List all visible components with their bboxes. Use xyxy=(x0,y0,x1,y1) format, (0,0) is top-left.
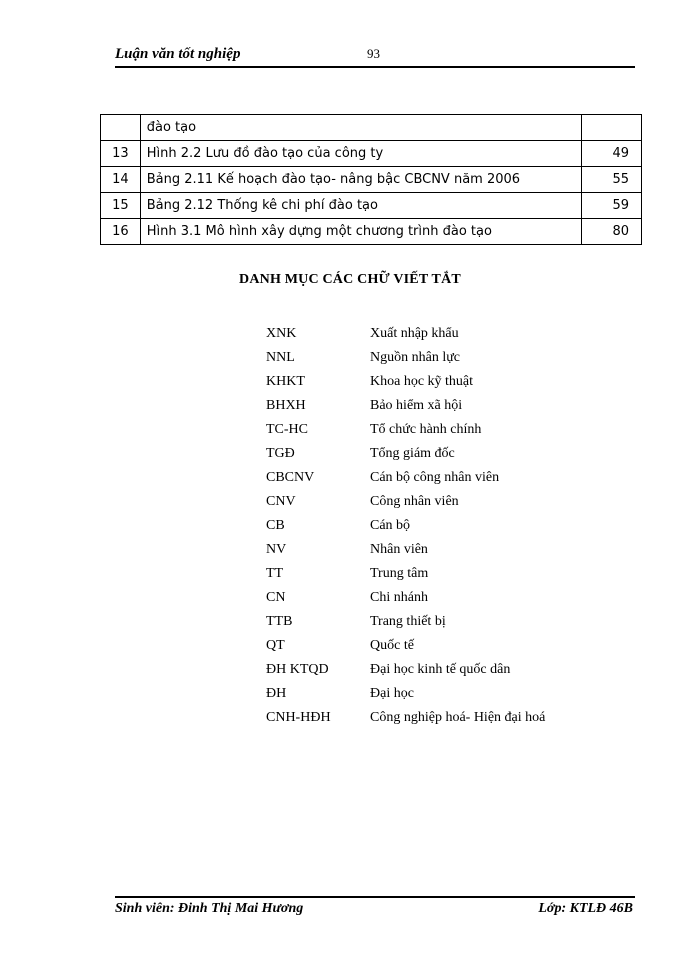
list-item xyxy=(266,394,626,418)
list-item xyxy=(266,322,626,346)
abbreviation-code: TTB xyxy=(266,614,293,629)
list-item xyxy=(266,418,626,442)
row-number xyxy=(101,115,141,141)
abbreviation-code: NNL xyxy=(266,350,295,365)
abbreviation-code: CBCNV xyxy=(266,470,315,485)
abbreviation-code: ĐH KTQD xyxy=(266,662,329,677)
abbreviation-meaning: Trang thiết bị xyxy=(370,614,446,629)
table-row xyxy=(101,141,642,167)
abbreviation-meaning: Khoa học kỹ thuật xyxy=(370,374,474,389)
row-page: 80 xyxy=(581,219,641,245)
abbreviation-meaning: Tổ chức hành chính xyxy=(370,422,482,437)
table-row xyxy=(101,167,642,193)
list-item xyxy=(266,586,626,610)
row-title: đào tạo xyxy=(140,115,581,141)
abbreviation-code: BHXH xyxy=(266,398,306,413)
abbreviation-meaning: Nhân viên xyxy=(370,542,428,557)
abbreviation-meaning: Cán bộ công nhân viên xyxy=(370,470,500,485)
list-item xyxy=(266,538,626,562)
row-title: Hình 2.2 Lưu đồ đào tạo của công ty xyxy=(140,141,581,167)
row-page xyxy=(581,115,641,141)
figure-list-table xyxy=(100,114,642,245)
row-page: 55 xyxy=(581,167,641,193)
list-item xyxy=(266,514,626,538)
abbreviation-meaning: Bảo hiểm xã hội xyxy=(370,398,463,413)
abbreviation-meaning: Đại học xyxy=(370,686,414,701)
table-row xyxy=(101,219,642,245)
abbreviation-meaning: Đại học kinh tế quốc dân xyxy=(370,662,511,677)
class-label: Lớp: KTLĐ 46B xyxy=(538,901,633,916)
abbreviations-heading: DANH MỤC CÁC CHỮ VIẾT TẮT xyxy=(239,272,461,287)
abbreviation-code: CNV xyxy=(266,494,296,509)
row-number: 16 xyxy=(101,219,141,245)
abbreviation-meaning: Xuất nhập khẩu xyxy=(370,326,459,341)
list-item xyxy=(266,370,626,394)
abbreviation-code: CN xyxy=(266,590,286,605)
page-header xyxy=(115,44,635,68)
row-title: Bảng 2.12 Thống kê chi phí đào tạo xyxy=(140,193,581,219)
abbreviation-meaning: Chi nhánh xyxy=(370,590,428,605)
list-item xyxy=(266,442,626,466)
table-row xyxy=(101,193,642,219)
row-number: 14 xyxy=(101,167,141,193)
abbreviation-code: TGĐ xyxy=(266,446,295,461)
abbreviation-meaning: Quốc tế xyxy=(370,638,414,653)
abbreviation-code: CNH-HĐH xyxy=(266,710,331,725)
abbreviation-code: CB xyxy=(266,518,285,533)
abbreviation-code: QT xyxy=(266,638,285,653)
student-name: Sinh viên: Đinh Thị Mai Hương xyxy=(115,901,304,916)
abbreviation-code: XNK xyxy=(266,326,297,341)
abbreviation-code: TC-HC xyxy=(266,422,308,437)
abbreviation-meaning: Cán bộ xyxy=(370,518,411,533)
page-number: 93 xyxy=(367,46,380,61)
abbreviation-meaning: Công nghiệp hoá- Hiện đại hoá xyxy=(370,710,546,725)
row-number: 13 xyxy=(101,141,141,167)
abbreviation-list xyxy=(266,322,626,730)
row-title: Hình 3.1 Mô hình xây dựng một chương trình đào tạo xyxy=(140,219,581,245)
row-page: 49 xyxy=(581,141,641,167)
abbreviation-meaning: Tổng giám đốc xyxy=(370,446,455,461)
abbreviation-code: TT xyxy=(266,566,284,581)
table-row xyxy=(101,115,642,141)
page-footer xyxy=(115,896,635,922)
list-item xyxy=(266,682,626,706)
abbreviation-code: ĐH xyxy=(266,686,287,701)
row-page: 59 xyxy=(581,193,641,219)
list-item xyxy=(266,706,626,730)
list-item xyxy=(266,490,626,514)
abbreviation-meaning: Công nhân viên xyxy=(370,494,459,509)
abbreviation-code: NV xyxy=(266,542,287,557)
document-title: Luận văn tốt nghiệp xyxy=(115,46,241,62)
list-item xyxy=(266,562,626,586)
abbreviation-code: KHKT xyxy=(266,374,305,389)
abbreviation-meaning: Trung tâm xyxy=(370,566,429,581)
list-item xyxy=(266,658,626,682)
row-title: Bảng 2.11 Kế hoạch đào tạo- nâng bậc CBCNV năm 2006 xyxy=(140,167,581,193)
list-item xyxy=(266,634,626,658)
list-item xyxy=(266,610,626,634)
abbreviation-meaning: Nguồn nhân lực xyxy=(370,350,461,365)
list-item xyxy=(266,466,626,490)
list-item xyxy=(266,346,626,370)
row-number: 15 xyxy=(101,193,141,219)
